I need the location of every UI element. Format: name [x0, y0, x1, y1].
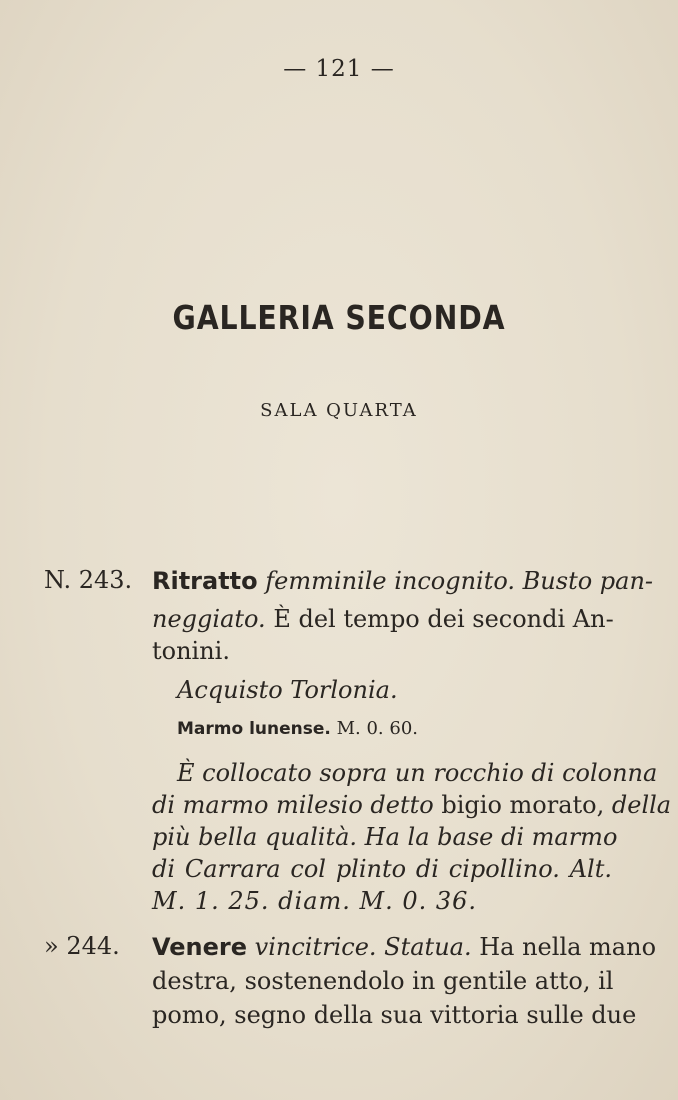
entry-244-line-3: pomo, segno della sua vittoria sulle due	[152, 1001, 637, 1029]
entry-243-number: N. 243.	[44, 566, 133, 594]
entry-244-title: Venere	[152, 933, 248, 961]
entry-243-desc-2-end: della	[611, 791, 672, 819]
entry-244-number: » 244.	[44, 932, 120, 960]
entry-243-desc-2-text: bigio morato,	[441, 791, 605, 819]
entry-243-line-1	[152, 566, 654, 596]
page-number: — 121 —	[283, 56, 395, 82]
entry-244-line-2: destra, sostenendolo in gentile atto, il	[152, 967, 614, 995]
entry-243-desc-5: M. 1. 25. diam. M. 0. 36.	[152, 887, 478, 915]
entry-244-line-1	[152, 932, 657, 962]
entry-243-desc-2	[152, 790, 672, 820]
entry-243-line-2	[152, 604, 612, 634]
room-subtitle: SALA QUARTA	[260, 400, 418, 421]
entry-243-title: Ritratto	[152, 567, 258, 595]
entry-244-line-1-italic: vincitrice. Statua.	[254, 933, 472, 961]
entry-243-line-2-text: È del tempo dei secondi An-	[273, 605, 614, 633]
entry-243-desc-1: È collocato sopra un rocchio di colonna	[177, 759, 658, 787]
entry-243-line-2-italic: neggiato.	[152, 605, 266, 633]
gallery-title: GALLERIA SECONDA	[172, 298, 506, 337]
entry-243-material-label: Marmo lunense.	[177, 719, 331, 739]
entry-243-line-3: tonini.	[152, 637, 230, 665]
entry-244-line-1-text: Ha nella mano	[479, 933, 657, 961]
entry-243-desc-4: di Carrara col plinto di cipollino. Alt.	[152, 855, 612, 883]
entry-243-desc-3: più bella qualità. Ha la base di marmo	[152, 823, 618, 851]
entry-243-material-dims: M. 0. 60.	[336, 718, 418, 739]
entry-243-acquisition: Acquisto Torlonia.	[177, 676, 398, 704]
entry-243-desc-2-italic: di marmo milesio detto	[152, 791, 434, 819]
entry-243-line-1-text: femminile incognito. Busto pan-	[265, 567, 654, 595]
entry-243-material	[177, 718, 418, 739]
